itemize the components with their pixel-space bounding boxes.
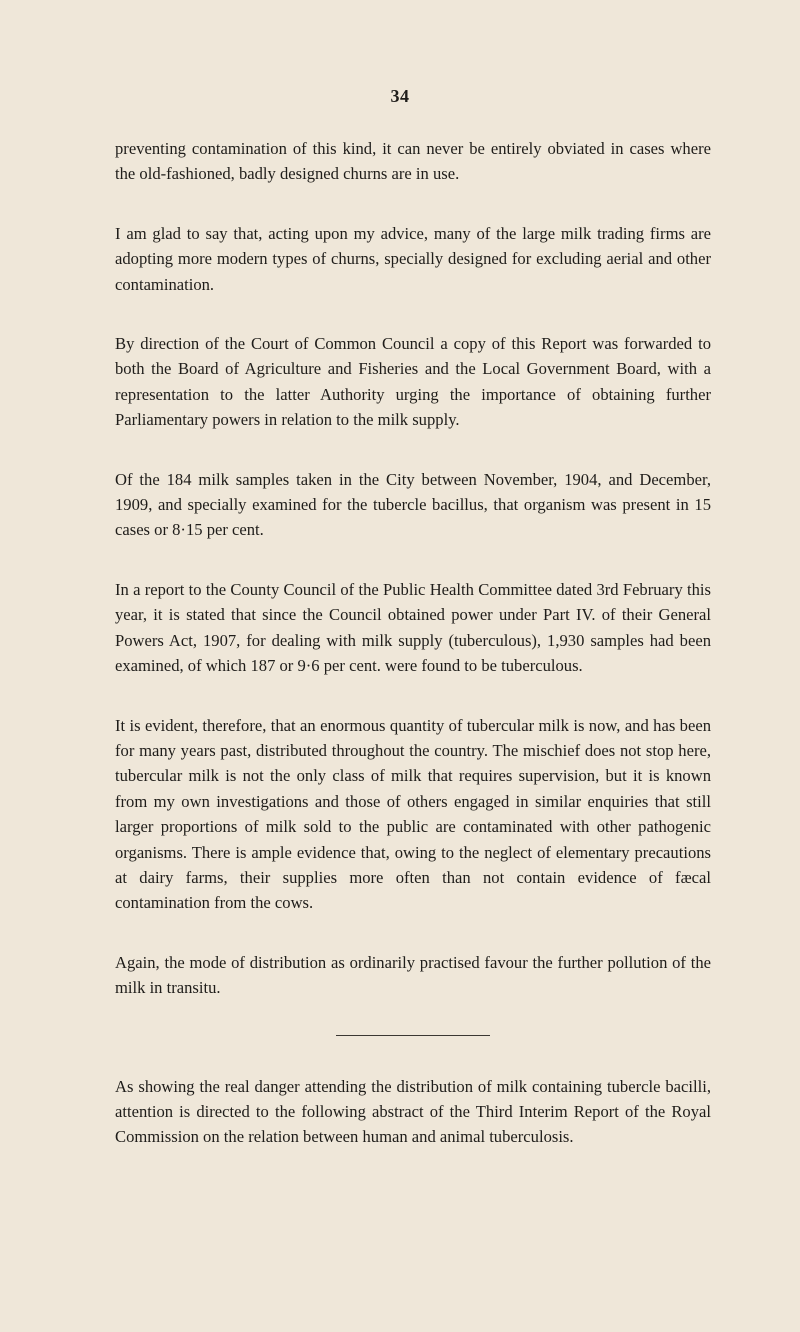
paragraph-6: It is evident, therefore, that an enormous quantity of tubercular milk is now, and has been for many years past, distributed throughout the country. The mischief does not stop here, tubercular milk is not the only class of milk that requires supervision, but it is known from my own investigations and those of others engaged in similar enquiries that still larger proportions of milk sold to the public are contaminated with other pathogenic organisms. There is ample evidence that, owing to the neglect of elementary precautions at dairy farms, their supplies more often than not contain evidence of fæcal contamination from the cows. — [115, 715, 711, 913]
section-divider — [336, 1035, 490, 1036]
paragraph-8: As showing the real danger attending the distribution of milk containing tubercle bacilli, attention is directed to the following abstract of the Third Interim Report of the Royal Commission on the relation between human and animal tuberculosis. — [115, 1076, 711, 1147]
paragraph-4: Of the 184 milk samples taken in the City between November, 1904, and December, 1909, and specially examined for the tubercle bacillus, that organism was present in 15 cases or 8·15 per cent. — [115, 469, 711, 540]
paragraph-5: In a report to the County Council of the Public Health Committee dated 3rd February this year, it is stated that since the Council obtained power under Part IV. of their General Powers Act, 1907, for dealing with milk supply (tuberculous), 1,930 samples had been examined, of which 187 or 9·6 per cent. were found to be tuberculous. — [115, 579, 711, 676]
paragraph-7: Again, the mode of distribution as ordinarily practised favour the further pollution of the milk in transitu. — [115, 952, 711, 998]
paragraph-3: By direction of the Court of Common Council a copy of this Report was forwarded to both the Board of Agriculture and Fisheries and the Local Government Board, with a representation to the latter Authority urging the importance of obtaining further Parliamentary powers in relation to the milk supply. — [115, 334, 711, 430]
document-body — [115, 136, 711, 1184]
paragraph-2: I am glad to say that, acting upon my advice, many of the large milk trading firms are adopting more modern types of churns, specially designed for excluding aerial and other contamination. — [115, 223, 711, 294]
page-number: 34 — [390, 86, 410, 106]
paragraph-1: preventing contamination of this kind, it can never be entirely obviated in cases where the old-fashioned, badly designed churns are in use. — [115, 139, 711, 184]
